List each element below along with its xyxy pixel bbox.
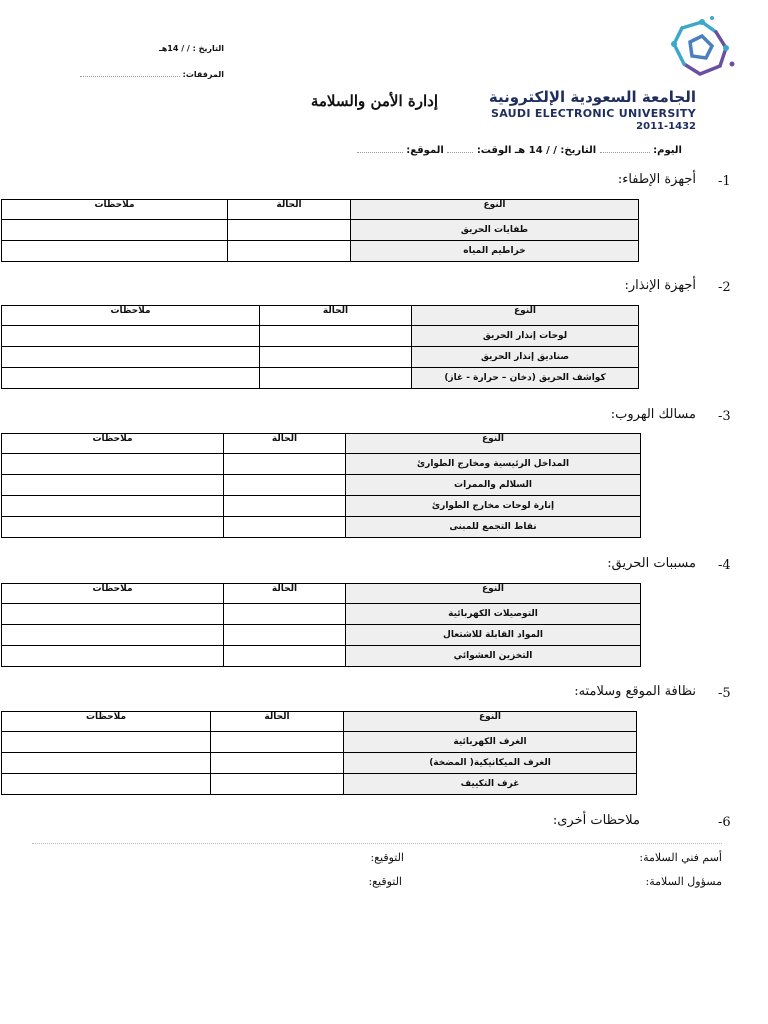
notes-cell[interactable] (2, 454, 224, 475)
header-status: الحالة (228, 200, 351, 220)
notes-cell[interactable] (2, 326, 260, 347)
notes-cell[interactable] (2, 774, 211, 795)
row-type: صناديق إنذار الحريق (412, 347, 639, 368)
row-type: طفايات الحريق (351, 220, 639, 241)
header-type: النوع (351, 200, 639, 220)
table-row (2, 646, 641, 667)
notes-cell[interactable] (2, 517, 224, 538)
table-header-row (2, 584, 641, 604)
header-status: الحالة (211, 712, 344, 732)
table-row (2, 220, 639, 241)
table-row (2, 241, 639, 262)
section-3-title: مسالك الهروب: (610, 407, 696, 422)
section-1-title: أجهزة الإطفاء: (617, 172, 696, 187)
department-title: إدارة الأمن والسلامة (310, 92, 438, 110)
header-date-label: التاريخ : (192, 44, 224, 53)
notes-cell[interactable] (2, 220, 228, 241)
section-6-number: -6 (718, 815, 731, 830)
header-date-value: / / 14هـ (158, 44, 190, 53)
notes-cell[interactable] (2, 368, 260, 389)
table-row (2, 753, 637, 774)
notes-cell[interactable] (2, 241, 228, 262)
logo-icon (664, 14, 740, 84)
notes-cell[interactable] (2, 732, 211, 753)
row-type: السلالم والممرات (346, 475, 641, 496)
section-5-number: -5 (718, 686, 731, 701)
table-row (2, 475, 641, 496)
info-day-label: اليوم: (653, 145, 682, 156)
section-2-number: -2 (718, 280, 731, 295)
row-type: المواد القابلة للاشتعال (346, 625, 641, 646)
row-type: كواشف الحريق (دخان – حرارة - غاز) (412, 368, 639, 389)
section-3-number: -3 (718, 409, 731, 424)
status-cell[interactable] (224, 454, 346, 475)
table-row (2, 496, 641, 517)
notes-cell[interactable] (2, 753, 211, 774)
info-time-field[interactable] (447, 152, 473, 153)
header-type: النوع (412, 306, 639, 326)
header-notes: ملاحظات (2, 306, 260, 326)
attachments-field[interactable] (80, 76, 180, 77)
status-cell[interactable] (224, 604, 346, 625)
table-row (2, 326, 639, 347)
section-2-title: أجهزة الإنذار: (624, 278, 696, 293)
table-row (2, 347, 639, 368)
header-notes: ملاحظات (2, 584, 224, 604)
notes-cell[interactable] (2, 625, 224, 646)
section-2-table (1, 305, 639, 389)
header-notes: ملاحظات (2, 200, 228, 220)
section-3-table (1, 433, 641, 538)
section-4-title: مسببات الحريق: (607, 556, 696, 571)
university-logo (664, 14, 740, 84)
other-notes-field[interactable] (32, 842, 722, 844)
row-type: نقاط التجمع للمبنى (346, 517, 641, 538)
row-type: إنارة لوحات مخارج الطوارئ (346, 496, 641, 517)
notes-cell[interactable] (2, 347, 260, 368)
university-name-en: SAUDI ELECTRONIC UNIVERSITY (490, 107, 696, 120)
header-date (120, 44, 224, 53)
status-cell[interactable] (211, 753, 344, 774)
row-type: غرف التكييف (344, 774, 637, 795)
signature-label-2: التوقيع: (368, 875, 402, 888)
status-cell[interactable] (224, 625, 346, 646)
row-type: التخزين العشوائي (346, 646, 641, 667)
table-row (2, 454, 641, 475)
notes-cell[interactable] (2, 475, 224, 496)
info-time-label: الوقت: (476, 145, 512, 156)
university-name-ar: الجامعة السعودية الإلكترونية (488, 88, 696, 106)
status-cell[interactable] (260, 347, 412, 368)
university-years: 2011-1432 (636, 121, 696, 132)
status-cell[interactable] (228, 220, 351, 241)
table-row (2, 774, 637, 795)
status-cell[interactable] (224, 517, 346, 538)
section-5-table (1, 711, 637, 795)
header-type: النوع (346, 434, 641, 454)
header-attachments-label: المرفقات: (182, 70, 224, 79)
row-type: خراطيم المياه (351, 241, 639, 262)
status-cell[interactable] (211, 732, 344, 753)
status-cell[interactable] (228, 241, 351, 262)
header-notes: ملاحظات (2, 712, 211, 732)
header-type: النوع (346, 584, 641, 604)
row-type: المداخل الرئيسية ومخارج الطوارئ (346, 454, 641, 475)
table-row (2, 625, 641, 646)
technician-label: أسم فني السلامة: (639, 851, 722, 864)
section-6-title: ملاحظات أخرى: (552, 813, 640, 828)
row-type: الغرف الكهربائية (344, 732, 637, 753)
header-status: الحالة (260, 306, 412, 326)
status-cell[interactable] (224, 646, 346, 667)
info-location-label: الموقع: (406, 145, 444, 156)
status-cell[interactable] (211, 774, 344, 795)
table-row (2, 517, 641, 538)
table-row (2, 368, 639, 389)
section-5-title: نظافة الموقع وسلامته: (574, 684, 696, 699)
notes-cell[interactable] (2, 604, 224, 625)
status-cell[interactable] (224, 475, 346, 496)
info-day-field[interactable] (600, 152, 650, 153)
section-4-number: -4 (718, 558, 731, 573)
signature-label-1: التوقيع: (370, 851, 404, 864)
table-header-row (2, 712, 637, 732)
table-header-row (2, 306, 639, 326)
status-cell[interactable] (224, 496, 346, 517)
section-4-table (1, 583, 641, 667)
header-attachments (80, 70, 224, 79)
section-1-number: -1 (718, 174, 731, 189)
section-1-table (1, 199, 639, 262)
info-line (357, 145, 682, 156)
status-cell[interactable] (260, 368, 412, 389)
header-notes: ملاحظات (2, 434, 224, 454)
row-type: لوحات إنذار الحريق (412, 326, 639, 347)
status-cell[interactable] (260, 326, 412, 347)
table-row (2, 732, 637, 753)
officer-label: مسؤول السلامة: (645, 875, 722, 888)
row-type: الغرف الميكانيكية( المضخة) (344, 753, 637, 774)
notes-cell[interactable] (2, 646, 224, 667)
table-header-row (2, 434, 641, 454)
header-status: الحالة (224, 434, 346, 454)
info-date-label: التاريخ: / / 14 هـ (514, 145, 597, 156)
info-location-field[interactable] (357, 152, 403, 153)
notes-cell[interactable] (2, 496, 224, 517)
header-type: النوع (344, 712, 637, 732)
table-row (2, 604, 641, 625)
table-header-row (2, 200, 639, 220)
row-type: التوصيلات الكهربائية (346, 604, 641, 625)
header-status: الحالة (224, 584, 346, 604)
